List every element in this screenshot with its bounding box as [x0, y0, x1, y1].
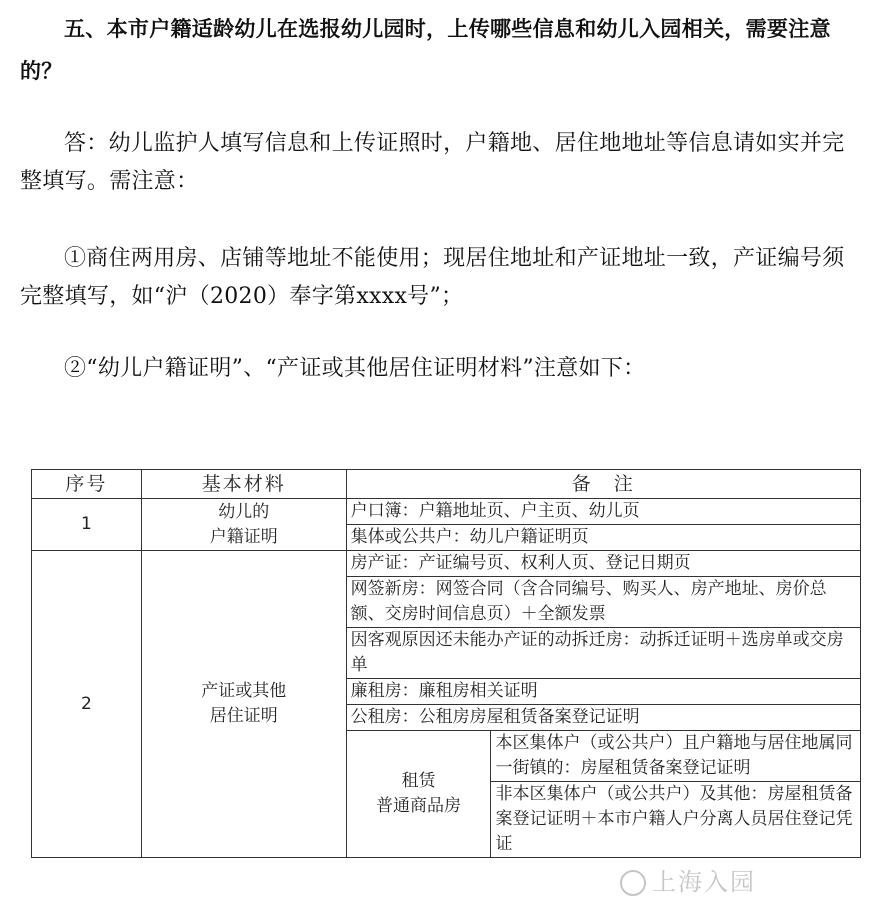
row2-note: 廉租房：廉租房相关证明: [346, 679, 860, 705]
row2-note: 房产证：产证编号页、权利人页、登记日期页: [346, 551, 860, 577]
header-no: 序号: [32, 470, 142, 499]
row2-note: 公租房：公租房房屋租赁备案登记证明: [346, 705, 860, 731]
watermark-logo-icon: [620, 870, 646, 896]
note-2: ②“幼儿户籍证明”、“产证或其他居住证明材料”注意如下：: [64, 356, 646, 381]
rental-label: 租赁 普通商品房: [346, 731, 491, 858]
table-row: [32, 551, 861, 577]
row2-note: 因客观原因还未能办产证的动拆迁房：动拆迁证明＋选房单或交房单: [346, 628, 860, 679]
row1-no: 1: [32, 499, 142, 551]
row1-material: 幼儿的 户籍证明: [141, 499, 346, 551]
row1-note: 集体或公共户：幼儿户籍证明页: [346, 525, 860, 551]
header-notes: 备 注: [346, 470, 860, 499]
row1-note: 户口簿：户籍地址页、户主页、幼儿页: [346, 499, 860, 525]
rental-note: 非本区集体户（或公共户）及其他：房屋租赁备案登记证明＋本市户籍人户分离人员居住登记凭证: [491, 782, 861, 858]
note-1: ①商住两用房、店铺等地址不能使用；现居住地址和产证地址一致，产证编号须完整填写，如“沪（2020）奉字第xxxx号”；: [20, 246, 845, 309]
row2-note: 网签新房：网签合同（含合同编号、购买人、房产地址、房价总额、交房时间信息页）＋全额发票: [346, 577, 860, 628]
row2-material: 产证或其他 居住证明: [141, 551, 346, 858]
row2-no: 2: [32, 551, 142, 858]
table-row: [32, 499, 861, 525]
header-material: 基本材料: [141, 470, 346, 499]
rental-note: 本区集体户（或公共户）且户籍地与居住地属同一街镇的：房屋租赁备案登记证明: [491, 731, 861, 782]
question-heading: 五、本市户籍适龄幼儿在选报幼儿园时，上传哪些信息和幼儿入园相关，需要注意的？: [20, 17, 831, 83]
answer-intro: 答：幼儿监护人填写信息和上传证照时，户籍地、居住地地址等信息请如实并完整填写。需注意：: [20, 131, 845, 194]
table-header-row: [32, 470, 861, 499]
watermark: 上海入园: [620, 862, 756, 897]
materials-table: [31, 469, 861, 858]
